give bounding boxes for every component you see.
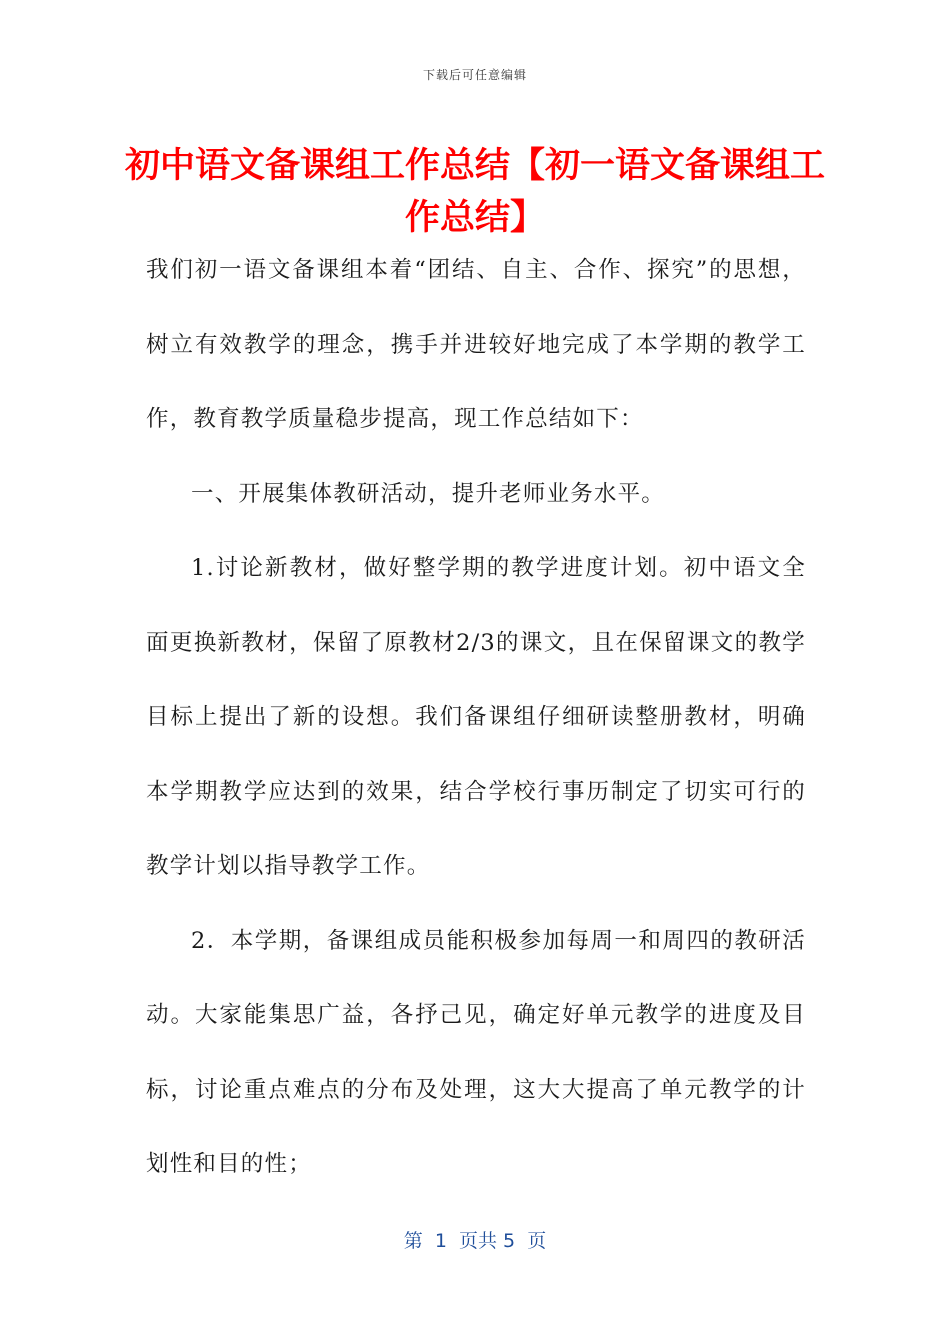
- page-header-note: 下载后可任意编辑: [422, 68, 527, 82]
- paragraph-item-1: 1.讨论新教材，做好整学期的教学进度计划。初中语文全面更换新教材，保留了原教材2/3的课文，且在保留课文的教学目标上提出了新的设想。我们备课组仔细研读整册教材，明确本学期教学应达到的效果，结合学校行事历制定了切实可行的教学计划以指导教学工作。: [146, 555, 806, 879]
- paragraph-item-2: 2．本学期，备课组成员能积极参加每周一和周四的教研活动。大家能集思广益，各抒己见，确定好单元教学的进度及目标，讨论重点难点的分布及处理，这大大提高了单元教学的计划性和目的性；: [146, 927, 806, 1177]
- page-number-footer: 第 1 页共 5 页: [403, 1230, 547, 1252]
- paragraph-section-heading: 一、开展集体教研活动，提升老师业务水平。: [191, 480, 666, 507]
- document-title: 初中语文备课组工作总结【初一语文备课组工作总结】: [124, 146, 825, 238]
- paragraph-intro: 我们初一语文备课组本着“团结、自主、合作、探究”的思想，树立有效教学的理念，携手并进较好地完成了本学期的教学工作，教育教学质量稳步提高，现工作总结如下：: [146, 257, 806, 432]
- document-body: [146, 233, 806, 1202]
